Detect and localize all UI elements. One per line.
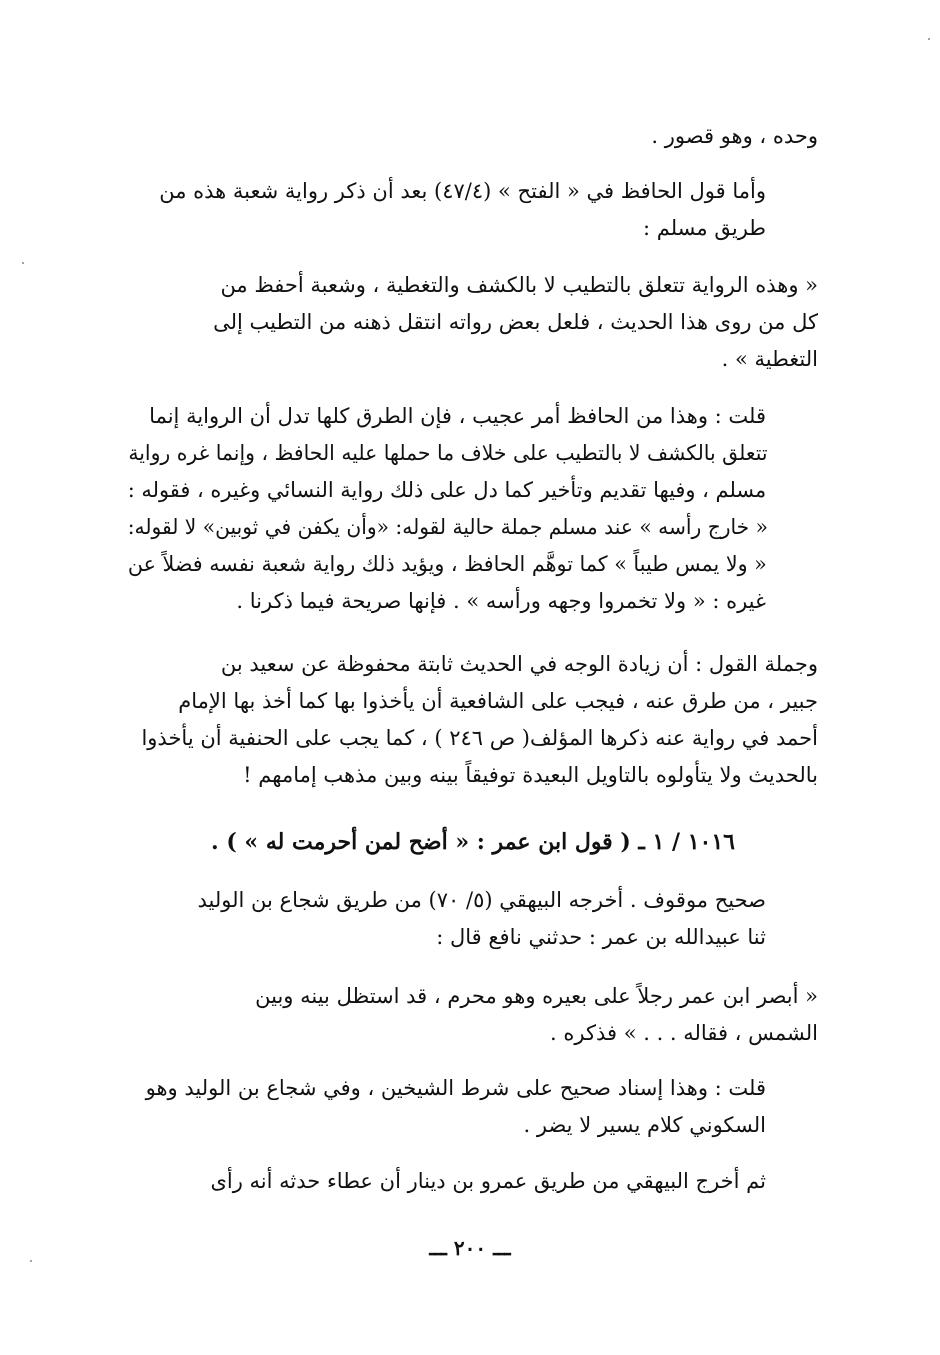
text-line: ثنا عبيدالله بن عمر : حدثني نافع قال : [436, 925, 766, 949]
paragraph-2 [128, 173, 818, 247]
scan-speck [22, 262, 24, 264]
text-line: غيره : « ولا تخمروا وجهه ورأسه » . فإنها صريحة فيما ذكرنا . [236, 589, 766, 613]
text-line: « وهذه الرواية تتعلق بالتطيب لا بالكشف والتغطية ، وشعبة أحفظ من [220, 273, 818, 297]
hadith-heading: ١٠١٦ / ١ ـ ( قول ابن عمر : « أضح لمن أحرمت له » ) . [211, 829, 735, 855]
paragraph-3-quote [128, 267, 818, 378]
text-line: قلت : وهذا إسناد صحيح على شرط الشيخين ، وفي شجاع بن الوليد وهو [145, 1076, 766, 1100]
text-line: جبير ، من طرق عنه ، فيجب على الشافعية أن يأخذوا بها كما أخذ بها الإمام [178, 689, 818, 713]
text-line: « أبصر ابن عمر رجلاً على بعيره وهو محرم ، قد استظل بينه وبين [255, 984, 818, 1008]
text-line: قلت : وهذا من الحافظ أمر عجيب ، فإن الطرق كلها تدل أن الرواية إنما [149, 404, 766, 428]
text-line: ثم أخرج البيهقي من طريق عمرو بن دينار أن عطاء حدثه أنه رأى [210, 1169, 766, 1193]
text-line: طريق مسلم : [643, 216, 766, 240]
paragraph-7-quote [128, 978, 818, 1052]
page-number: ـــ ٢٠٠ ـــ [429, 1236, 511, 1260]
paragraph-9 [128, 1163, 818, 1200]
text-line: تتعلق بالكشف لا بالتطيب على خلاف ما حملها عليه الحافظ ، وإنما غره رواية [128, 441, 768, 465]
text-line: أحمد في رواية عنه ذكرها المؤلف( ص ٢٤٦ ) ، كما يجب على الحنفية أن يأخذوا [141, 726, 818, 750]
text-line: بالحديث ولا يتأولوه بالتاويل البعيدة توفيقاً بينه وبين مذهب إمامهم ! [243, 763, 818, 787]
paragraph-4 [128, 398, 818, 620]
text-line: كل من روى هذا الحديث ، فلعل بعض رواته انتقل ذهنه من التطيب إلى [213, 310, 818, 334]
paragraph-6 [128, 882, 818, 956]
text-line: وأما قول الحافظ في « الفتح » (٤٧/٤) بعد أن ذكر رواية شعبة هذه من [159, 179, 766, 203]
paragraph-5 [128, 646, 818, 794]
text-line: الشمس ، فقاله . . . » فذكره . [550, 1021, 818, 1045]
text-line: التغطية » . [721, 347, 818, 371]
text-line: « خارج رأسه » عند مسلم جملة حالية لقوله: «وأن يكفن في ثوبين» لا لقوله: [127, 515, 768, 539]
text-line: وجملة القول : أن زيادة الوجه في الحديث ثابتة محفوظة عن سعيد بن [220, 652, 818, 676]
paragraph-8 [128, 1070, 818, 1144]
scan-speck [30, 1260, 32, 1262]
text-line: « ولا يمس طيباً » كما توهَّم الحافظ ، ويؤيد ذلك رواية شعبة نفسه فضلاً عن [127, 552, 767, 576]
text-line: وحده ، وهو قصور . [651, 124, 818, 148]
paragraph-1 [128, 118, 818, 155]
text-line: صحيح موقوف . أخرجه البيهقي (٥/ ٧٠) من طريق شجاع بن الوليد [197, 888, 766, 912]
text-line: السكوني كلام يسير لا يضر . [523, 1113, 766, 1137]
scan-speck [928, 38, 930, 40]
text-line: مسلم ، وفيها تقديم وتأخير كما دل على ذلك رواية النسائي وغيره ، فقوله : [127, 478, 767, 502]
